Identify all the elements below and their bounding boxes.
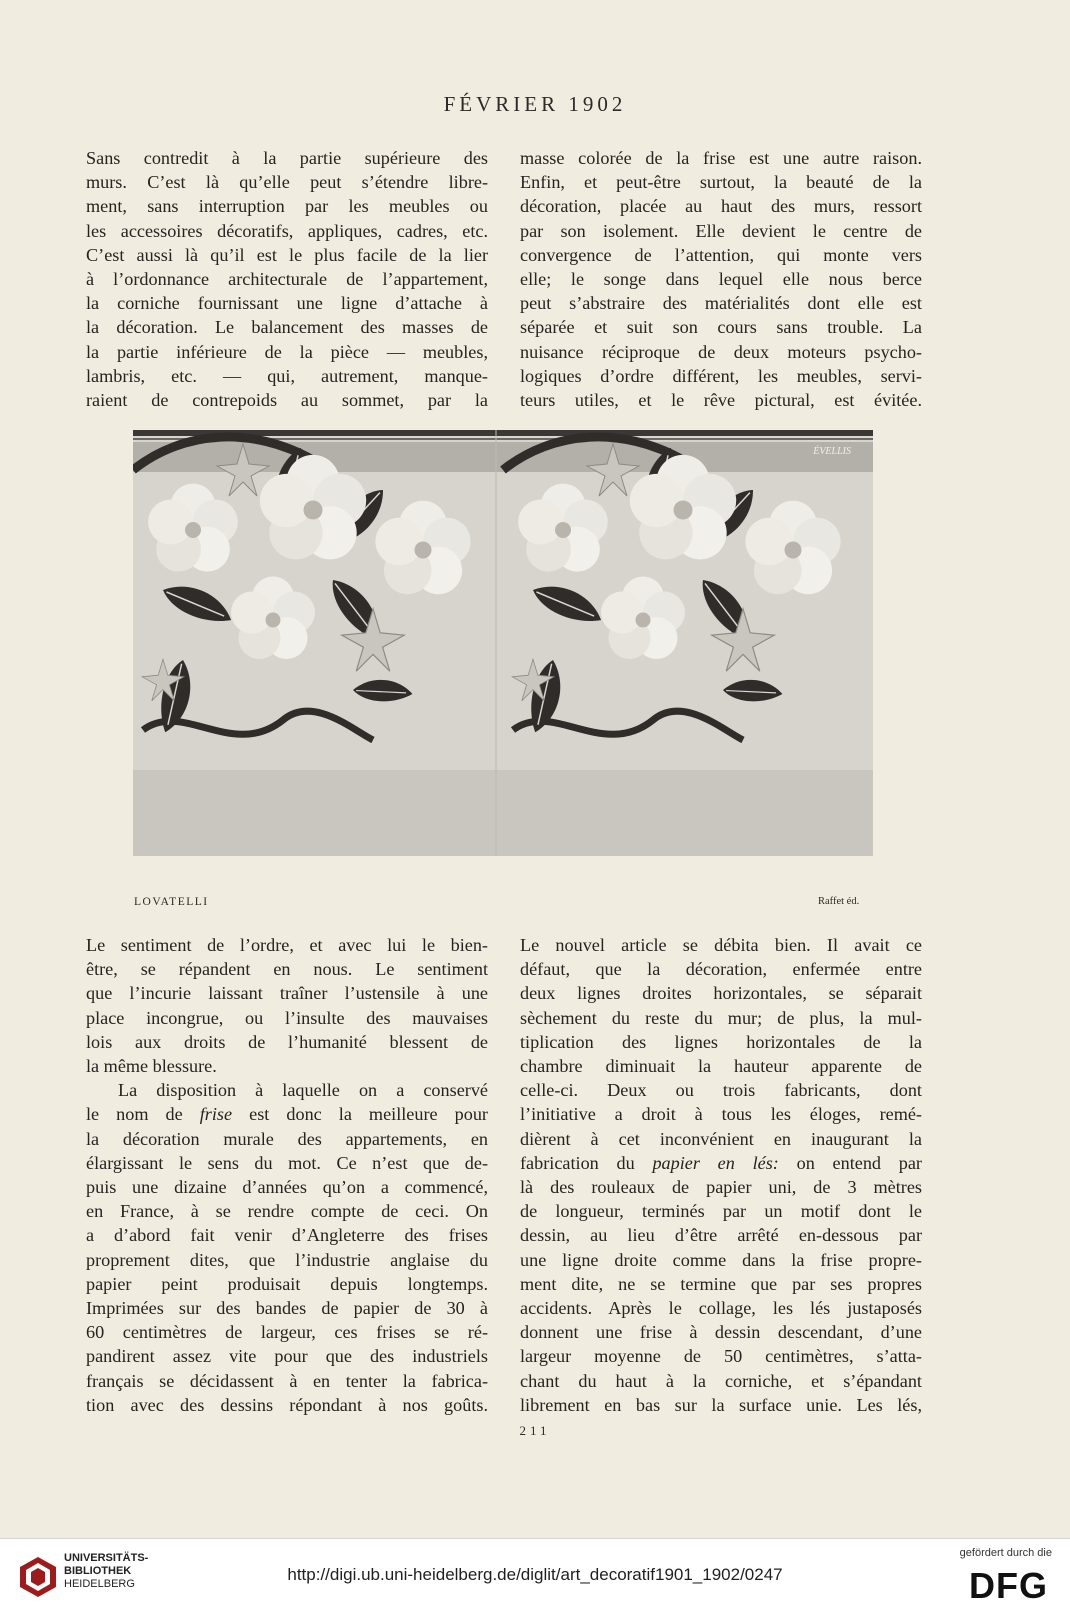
text-line: décoration, placée au haut des murs, ressort — [520, 196, 922, 217]
text-line: l’initiative a droit à tous les éloges, remé- — [520, 1104, 922, 1125]
funded-by-label: gefördert durch die — [959, 1547, 1052, 1559]
text-line: par son isolement. Elle devient le centre de — [520, 220, 922, 241]
text-line: puis une dizaine d’années qu’on a commencé, — [86, 1177, 488, 1198]
text-line: Imprimées sur des bandes de papier de 30 à — [86, 1298, 488, 1319]
text-line: la décoration. Le balancement des masses de — [86, 317, 488, 338]
text-line: papier peint produisait depuis longtemps. — [86, 1273, 488, 1294]
text-line: une ligne droite comme dans la frise propre- — [520, 1249, 922, 1270]
text-line: 60 centimètres de largeur, ces frises se ré- — [86, 1322, 488, 1343]
text-line: là des rouleaux de papier uni, de 3 mètres — [520, 1177, 922, 1198]
text-line: Enfin, et peut-être surtout, la beauté de la — [520, 172, 922, 193]
text-line: deux lignes droites horizontales, se séparait — [520, 983, 922, 1004]
text-line: être, se répandent en nous. Le sentiment — [86, 959, 488, 980]
text-line: lambris, etc. — qui, autrement, manque- — [86, 365, 488, 386]
text-line: donnent une frise à dessin descendant, d’une — [520, 1322, 922, 1343]
artist-signature: ÉVELLIS — [813, 446, 851, 457]
text-line: français se décidassent à en tenter la fabrica- — [86, 1370, 488, 1391]
text-line: Le sentiment de l’ordre, et avec lui le bien- — [86, 935, 488, 955]
text-line: celle-ci. Deux ou trois fabricants, dont — [520, 1080, 922, 1101]
text-line: teurs utiles, et le rêve pictural, est évitée. — [520, 390, 922, 411]
plate-caption-artist: LOVATELLI — [134, 896, 209, 908]
text-line: ment dite, ne se termine que par ses propres — [520, 1273, 922, 1294]
text-line: peut s’abstraire des matérialités dont elle est — [520, 293, 922, 314]
top-right-column — [520, 146, 922, 412]
text-line: la partie inférieure de la pièce — meubles, — [86, 341, 488, 362]
text-line: de longueur, terminés par un motif dont le — [520, 1201, 922, 1222]
text-line: la corniche fournissant une ligne d’attache à — [86, 293, 488, 314]
text-line: que l’incurie laissant traîner l’ustensile à une — [86, 983, 488, 1004]
text-line: librement en bas sur la surface unie. Les lés, — [520, 1394, 922, 1415]
italic-term-papier-en-les: papier en lés: — [652, 1152, 779, 1173]
text-line: largeur moyenne de 50 centimètres, s’atta- — [520, 1346, 922, 1367]
text-line: séparée et suit son cours sans trouble. La — [520, 317, 922, 338]
page-number: 211 — [519, 1423, 551, 1438]
text-line: défaut, que la décoration, enfermée entre — [520, 959, 922, 980]
digitization-url[interactable]: http://digi.ub.uni-heidelberg.de/diglit/art_decoratif1901_1902/0247 — [287, 1565, 783, 1584]
text-line: chant du haut à la corniche, et s’épandant — [520, 1370, 922, 1391]
text-line: dessin, au lieu d’être arrêté en-dessous par — [520, 1225, 922, 1246]
text-line: elle; le songe dans lequel elle nous berce — [520, 269, 922, 290]
italic-term-frise: frise — [199, 1104, 233, 1125]
digitization-footer — [0, 1538, 1070, 1613]
text-line: pandirent assez vite pour que des industriels — [86, 1346, 488, 1367]
text-line: tion avec des dessins répondant à nos goûts. — [86, 1394, 488, 1415]
plate-caption-publisher: Raffet éd. — [818, 896, 860, 907]
text-line: la décoration murale des appartements, en — [86, 1128, 488, 1149]
text-line: élargissant le sens du mot. Ce n’est que de- — [86, 1152, 488, 1173]
text-line: sèchement du reste du mur; de plus, la mul- — [520, 1007, 922, 1028]
text-line: murs. C’est là qu’elle peut s’étendre libre- — [86, 172, 488, 193]
bottom-left-column — [86, 933, 488, 1417]
text-line: Le nouvel article se débita bien. Il avait ce — [520, 935, 922, 955]
frieze-illustration — [133, 430, 873, 856]
text-line: ment, sans interruption par les meubles ou — [86, 196, 488, 217]
text-line: les accessoires décoratifs, appliques, cadres, etc. — [86, 220, 488, 241]
dfg-logo: DFG — [969, 1565, 1048, 1606]
text-line: proprement dites, que l’industrie anglaise du — [86, 1249, 488, 1270]
top-left-column — [86, 146, 488, 412]
text-line: dièrent à cet inconvénient en inaugurant la — [520, 1128, 922, 1149]
text-line: nuisance réciproque de deux moteurs psycho- — [520, 341, 922, 362]
paragraph-line: fabrication du papier en lés: on entend par — [520, 1152, 922, 1173]
text-line: tiplication des lignes horizontales de la — [520, 1031, 922, 1052]
bottom-right-column — [520, 933, 922, 1417]
text-line: a d’abord fait venir d’Angleterre des frises — [86, 1225, 488, 1246]
text-line: accidents. Après le collage, les lés justaposés — [520, 1298, 922, 1319]
running-header: FÉVRIER 1902 — [443, 92, 627, 116]
text-line: masse colorée de la frise est une autre raison. — [520, 148, 922, 168]
paragraph-line: le nom de frise est donc la meilleure pour — [86, 1104, 488, 1125]
text-line: C’est aussi là qu’il est le plus facile de la lier — [86, 244, 488, 265]
text-line: la même blessure. — [86, 1056, 217, 1077]
text-line: convergence de l’attention, qui monte vers — [520, 244, 922, 265]
text-line: lois aux droits de l’humanité blessent de — [86, 1031, 488, 1052]
text-line: raient de contrepoids au sommet, par la — [86, 390, 488, 411]
text-line: à l’ordonnance architecturale de l’appartement, — [86, 269, 488, 290]
text-line: Sans contredit à la partie supérieure des — [86, 148, 488, 168]
text-line: chambre diminuait la hauteur apparente de — [520, 1056, 922, 1077]
university-library-name: UNIVERSITÄTS- BIBLIOTHEK HEIDELBERG — [64, 1552, 149, 1590]
text-line: place incongrue, ou l’insulte des mauvaises — [86, 1007, 488, 1028]
paragraph-line: La disposition à laquelle on a conservé — [118, 1080, 488, 1101]
text-line: en France, à se rendre compte de ceci. On — [86, 1201, 488, 1222]
wallpaper-frieze-plate — [133, 430, 873, 856]
text-line: logiques d’ordre différent, les meubles, servi- — [520, 365, 922, 386]
